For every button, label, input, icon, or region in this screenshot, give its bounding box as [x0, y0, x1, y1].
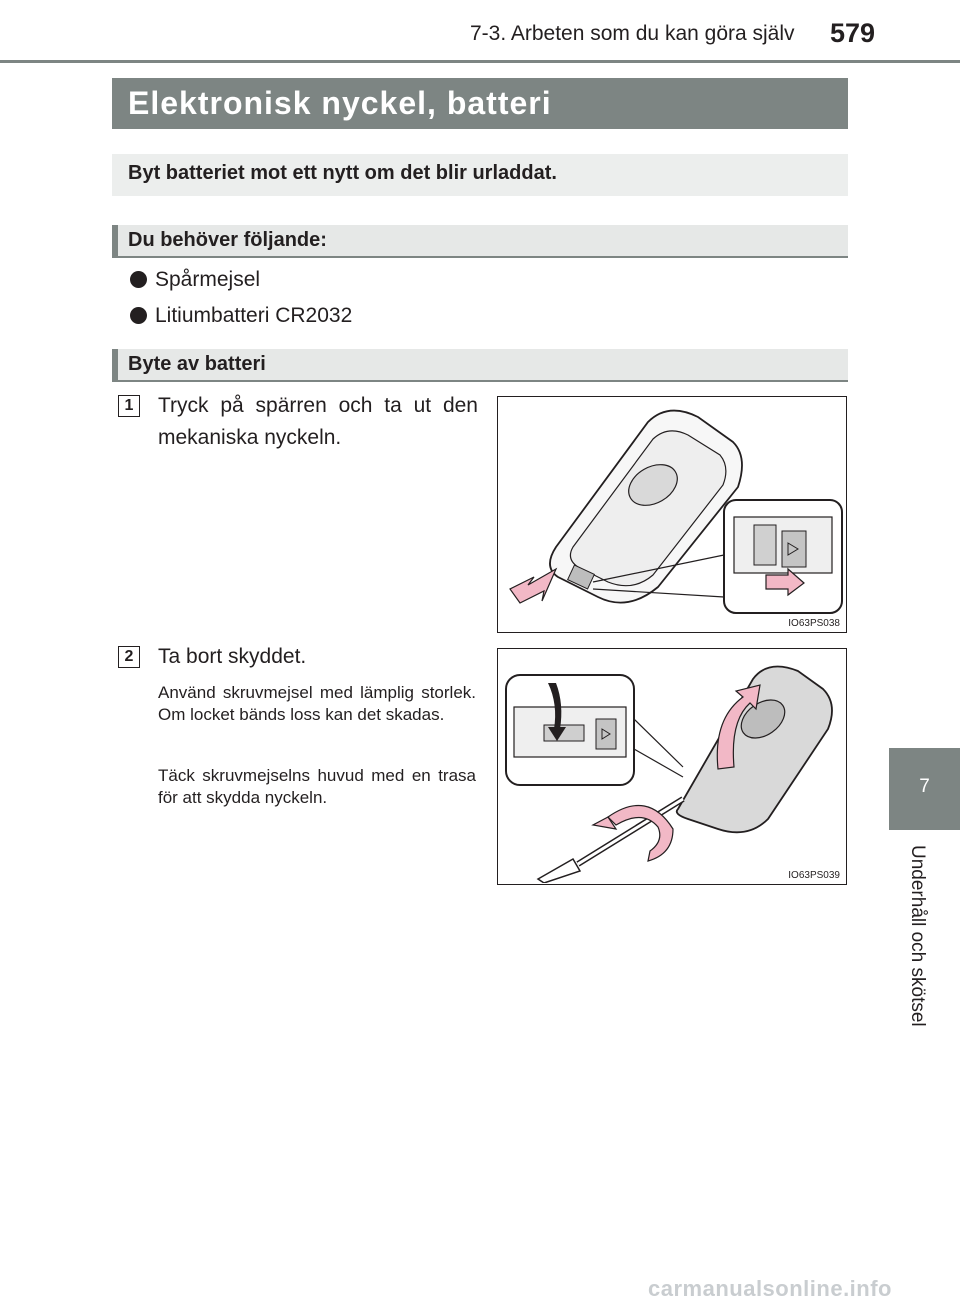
page-number: 579 — [830, 18, 876, 48]
figure-key-release — [497, 396, 847, 633]
list-item — [130, 268, 260, 292]
key-fob-illustration — [498, 397, 845, 631]
step-note: Använd skruvmejsel med lämplig storlek. Om locket bänds loss kan det skadas. — [158, 683, 476, 724]
section-header: 7-3. Arbeten som du kan göra själv — [470, 22, 795, 45]
intro-box — [112, 154, 848, 196]
step-note: Täck skruvmejselns huvud med en trasa för att skydda nyckeln. — [158, 766, 476, 807]
watermark: carmanualsonline.info — [648, 1276, 892, 1301]
list-item — [130, 304, 352, 328]
step-number: 1 — [118, 395, 140, 417]
needs-heading: Du behöver följande: — [128, 229, 327, 251]
step-text: Tryck på spärren och ta ut den mekaniska nyckeln. — [158, 394, 478, 449]
replace-heading-bar — [112, 349, 848, 382]
header-divider — [0, 60, 960, 63]
page-title: Elektronisk nyckel, batteri — [128, 85, 552, 121]
figure-remove-cover — [497, 648, 847, 885]
chapter-label: Underhåll och skötsel — [907, 845, 928, 1027]
screwdriver-illustration — [498, 649, 845, 883]
step-number: 2 — [118, 646, 140, 668]
chapter-number: 7 — [919, 776, 930, 797]
step-text: Ta bort skyddet. — [158, 645, 307, 668]
chapter-tab — [889, 748, 960, 830]
bullet-icon — [130, 271, 147, 288]
list-item-text: Spårmejsel — [155, 268, 261, 291]
figure-code: IO63PS039 — [788, 870, 840, 881]
bullet-icon — [130, 307, 147, 324]
replace-heading: Byte av batteri — [128, 353, 266, 375]
figure-code: IO63PS038 — [788, 618, 840, 629]
page-title-bar — [112, 78, 848, 129]
needs-heading-bar — [112, 225, 848, 258]
list-item-text: Litiumbatteri CR2032 — [155, 304, 353, 327]
chapter-label-wrap — [906, 845, 938, 1035]
intro-text: Byt batteriet mot ett nytt om det blir urladdat. — [128, 162, 557, 184]
